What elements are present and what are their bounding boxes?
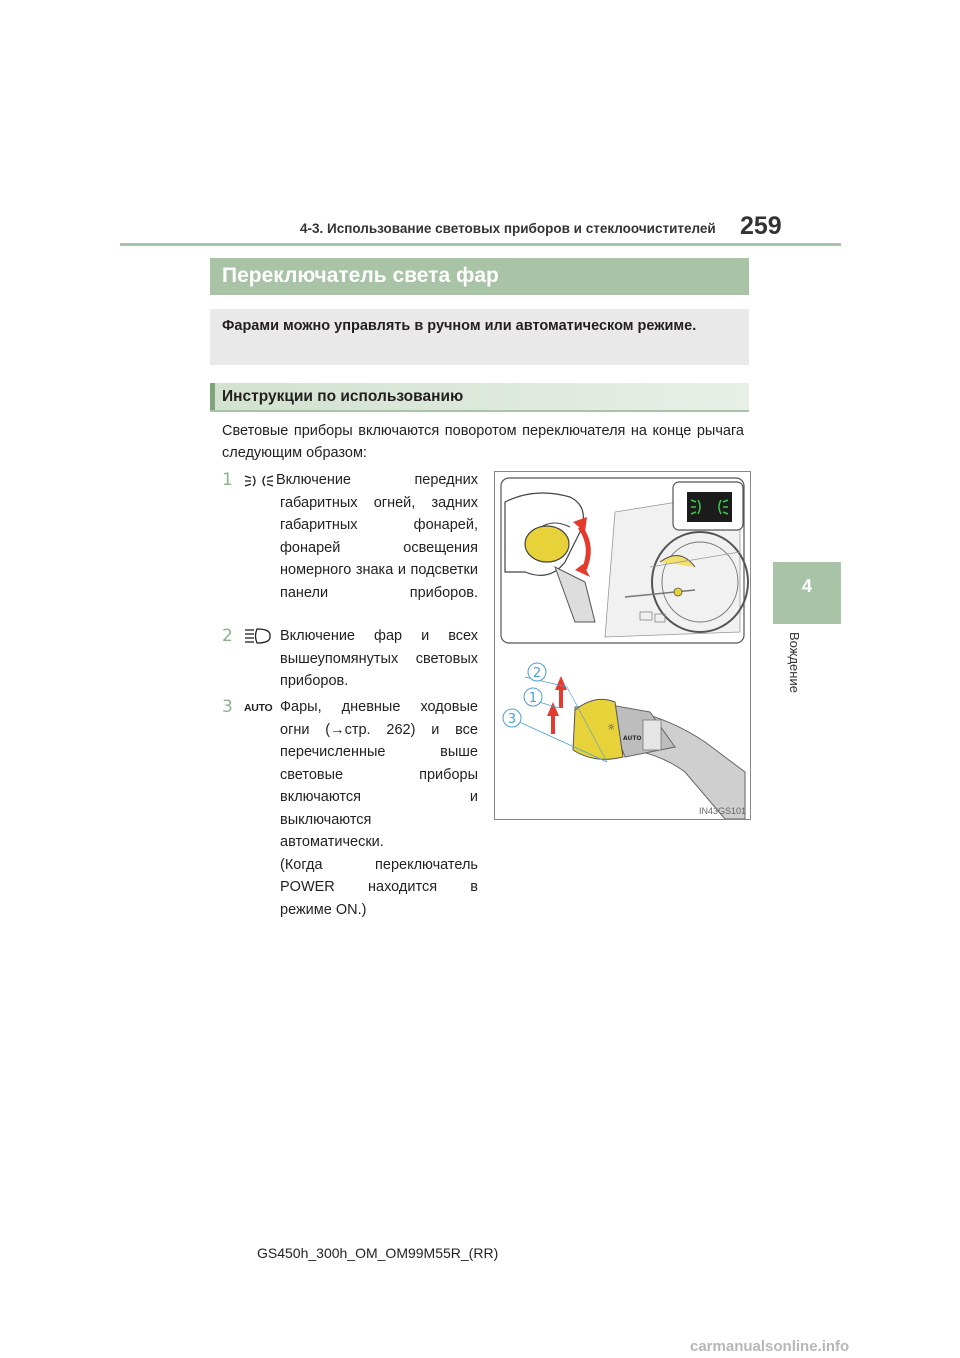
- item-text-2: [280, 625, 478, 693]
- illustration-code: IN43GS101: [698, 806, 746, 816]
- subsection-rule: [210, 410, 749, 412]
- watermark: carmanualsonline.info: [690, 1338, 850, 1355]
- callout-1: 1: [528, 691, 538, 706]
- auto-mode-icon: AUTO: [244, 702, 273, 714]
- stalk-scene: [503, 663, 745, 819]
- chapter-tab-label: Вождение: [787, 632, 802, 693]
- item-3-line: режиме ON.): [280, 901, 367, 918]
- item-text-1-content: Включение передних габаритных огней, задних габаритных фонарей, фонарей освещения номерного знака и подсветки панели приборов.: [276, 472, 478, 601]
- item-3-line: POWER находится в: [280, 879, 478, 895]
- page-title: Переключатель света фар: [222, 264, 499, 287]
- item-3-line: (Когда переключатель: [280, 856, 478, 873]
- item-3-line: световые приборы: [280, 766, 478, 783]
- item-number-2: 2: [222, 626, 233, 646]
- illustration-drawing: [495, 472, 750, 819]
- callout-3: 3: [507, 712, 517, 727]
- item-text-1: [276, 469, 478, 604]
- footer-doc-id: GS450h_300h_OM_OM99M55R_(RR): [257, 1245, 499, 1261]
- callout-2: 2: [532, 666, 542, 681]
- stalk-auto-label: AUTO: [623, 735, 642, 742]
- item-3-line: выключаются: [280, 811, 372, 828]
- svg-text:☼: ☼: [607, 723, 616, 733]
- headlight-icon: [244, 627, 272, 650]
- subsection-description: Световые приборы включаются поворотом переключателя на конце рычага следующим образом:: [222, 423, 744, 461]
- chapter-tab-number: 4: [801, 576, 812, 596]
- intro-text: Фарами можно управлять в ручном или автоматическом режиме.: [222, 318, 697, 334]
- dashboard-scene: [501, 478, 748, 643]
- item-3-line: Фары, дневные ходовые: [280, 699, 478, 715]
- section-title: 4-3. Использование световых приборов и стеклоочистителей: [300, 221, 716, 236]
- item-3-line: включаются и: [280, 789, 478, 805]
- subsection-accent: [210, 383, 215, 411]
- item-3-line: перечисленные выше: [280, 744, 478, 760]
- subsection-title: Инструкции по использованию: [222, 388, 464, 405]
- page-number: 259: [740, 212, 782, 240]
- parking-lights-icon: [244, 473, 274, 494]
- header-rule: [120, 243, 841, 246]
- item-3-line: автоматически.: [280, 834, 384, 850]
- item-text-2-content: Включение фар и всех вышеупомянутых световых приборов.: [280, 628, 478, 689]
- item-3-line: огни (→стр. 262) и все: [280, 721, 478, 738]
- headlight-switch-illustration: [494, 471, 751, 820]
- item-text-3: [280, 696, 478, 921]
- item-number-3: 3: [222, 697, 233, 717]
- item-number-1: 1: [222, 470, 233, 490]
